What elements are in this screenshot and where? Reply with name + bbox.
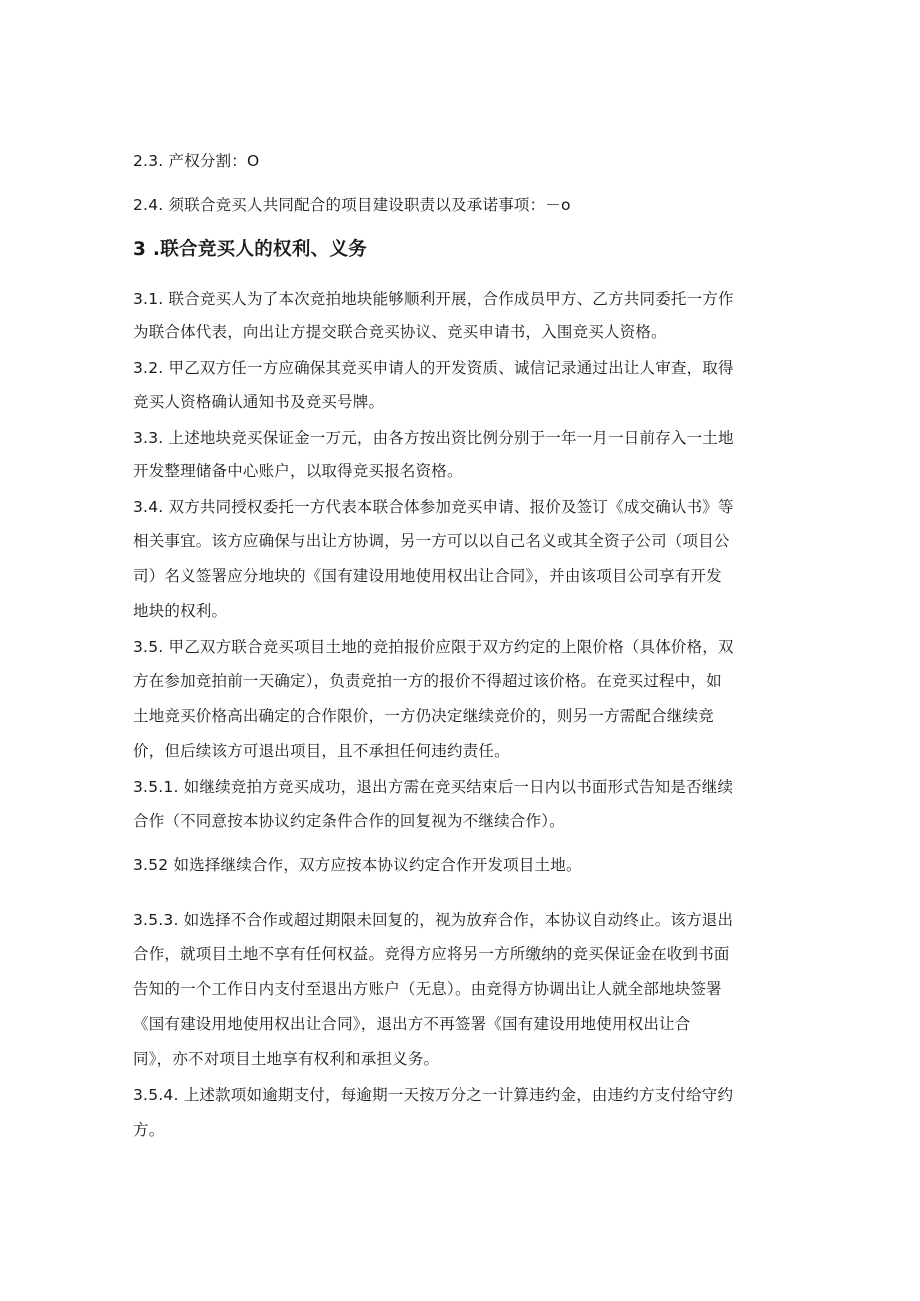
clause-3-5-2: 3.52 如选择继续合作，双方应按本协议约定合作开发项目土地。 (133, 856, 582, 874)
clause-3-5-line-2: 方在参加竞拍前一天确定），负责竞拍一方的报价不得超过该价格。在竞买过程中，如 (133, 672, 722, 690)
clause-3-4-line-4: 地块的权利。 (133, 602, 228, 620)
clause-3-5-line-4: 价，但后续该方可退出项目，且不承担任何违约责任。 (133, 742, 510, 760)
clause-3-1-line-2: 为联合体代表，向出让方提交联合竞买协议、竞买申请书，入围竞买人资格。 (133, 323, 667, 341)
clause-3-5-4-line-1: 3.5.4. 上述款项如逾期支付，每逾期一天按万分之一计算违约金，由违约方支付给守约 (133, 1086, 734, 1104)
clause-3-5-1-line-1: 3.5.1. 如继续竞拍方竞买成功，退出方需在竞买结束后一日内以书面形式告知是否继续 (133, 778, 734, 796)
clause-3-4-line-2: 相关事宜。该方应确保与出让方协调，另一方可以以自己名义或其全资子公司（项目公 (133, 532, 730, 550)
section-3-heading: 3 .联合竞买人的权利、义务 (133, 239, 368, 260)
clause-3-2-line-1: 3.2. 甲乙双方任一方应确保其竞买申请人的开发资质、诚信记录通过出让人审查，取得 (133, 359, 734, 377)
clause-3-5-3-line-4: 《国有建设用地使用权出让合同》，退出方不再签署《国有建设用地使用权出让合 (133, 1015, 691, 1033)
clause-2-4: 2.4. 须联合竞买人共同配合的项目建设职责以及承诺事项：－o (133, 196, 571, 214)
clause-3-5-line-3: 土地竞买价格高出确定的合作限价，一方仍决定继续竞价的，则另一方需配合继续竞 (133, 707, 714, 725)
clause-3-5-3-line-1: 3.5.3. 如选择不合作或超过期限未回复的，视为放弃合作，本协议自动终止。该方退出 (133, 911, 734, 929)
clause-3-5-3-line-5: 同》，亦不对项目土地享有权利和承担义务。 (133, 1050, 440, 1068)
clause-3-5-4-line-2: 方。 (133, 1121, 165, 1139)
clause-3-5-1-line-2: 合作（不同意按本协议约定条件合作的回复视为不继续合作）。 (133, 812, 565, 830)
clause-3-1-line-1: 3.1. 联合竞买人为了本次竞拍地块能够顺利开展，合作成员甲方、乙方共同委托一方作 (133, 290, 734, 308)
clause-3-2-line-2: 竞买人资格确认通知书及竞买号牌。 (133, 393, 385, 411)
clause-2-3: 2.3. 产权分割：O (133, 152, 260, 170)
clause-3-5-3-line-2: 合作，就项目土地不享有任何权益。竞得方应将另一方所缴纳的竞买保证金在收到书面 (133, 945, 730, 963)
clause-3-5-3-line-3: 告知的一个工作日内支付至退出方账户（无息）。由竞得方协调出让人就全部地块签署 (133, 980, 722, 998)
clause-3-5-line-1: 3.5. 甲乙双方联合竞买项目土地的竞拍报价应限于双方约定的上限价格（具体价格，双 (133, 638, 734, 656)
clause-3-4-line-1: 3.4. 双方共同授权委托一方代表本联合体参加竞买申请、报价及签订《成交确认书》等 (133, 498, 734, 516)
clause-3-3-line-2: 开发整理储备中心账户，以取得竞买报名资格。 (133, 462, 463, 480)
clause-3-4-line-3: 司）名义签署应分地块的《国有建设用地使用权出让合同》，并由该项目公司享有开发 (133, 567, 722, 585)
clause-3-3-line-1: 3.3. 上述地块竞买保证金一万元，由各方按出资比例分别于一年一月一日前存入一土地 (133, 429, 734, 447)
